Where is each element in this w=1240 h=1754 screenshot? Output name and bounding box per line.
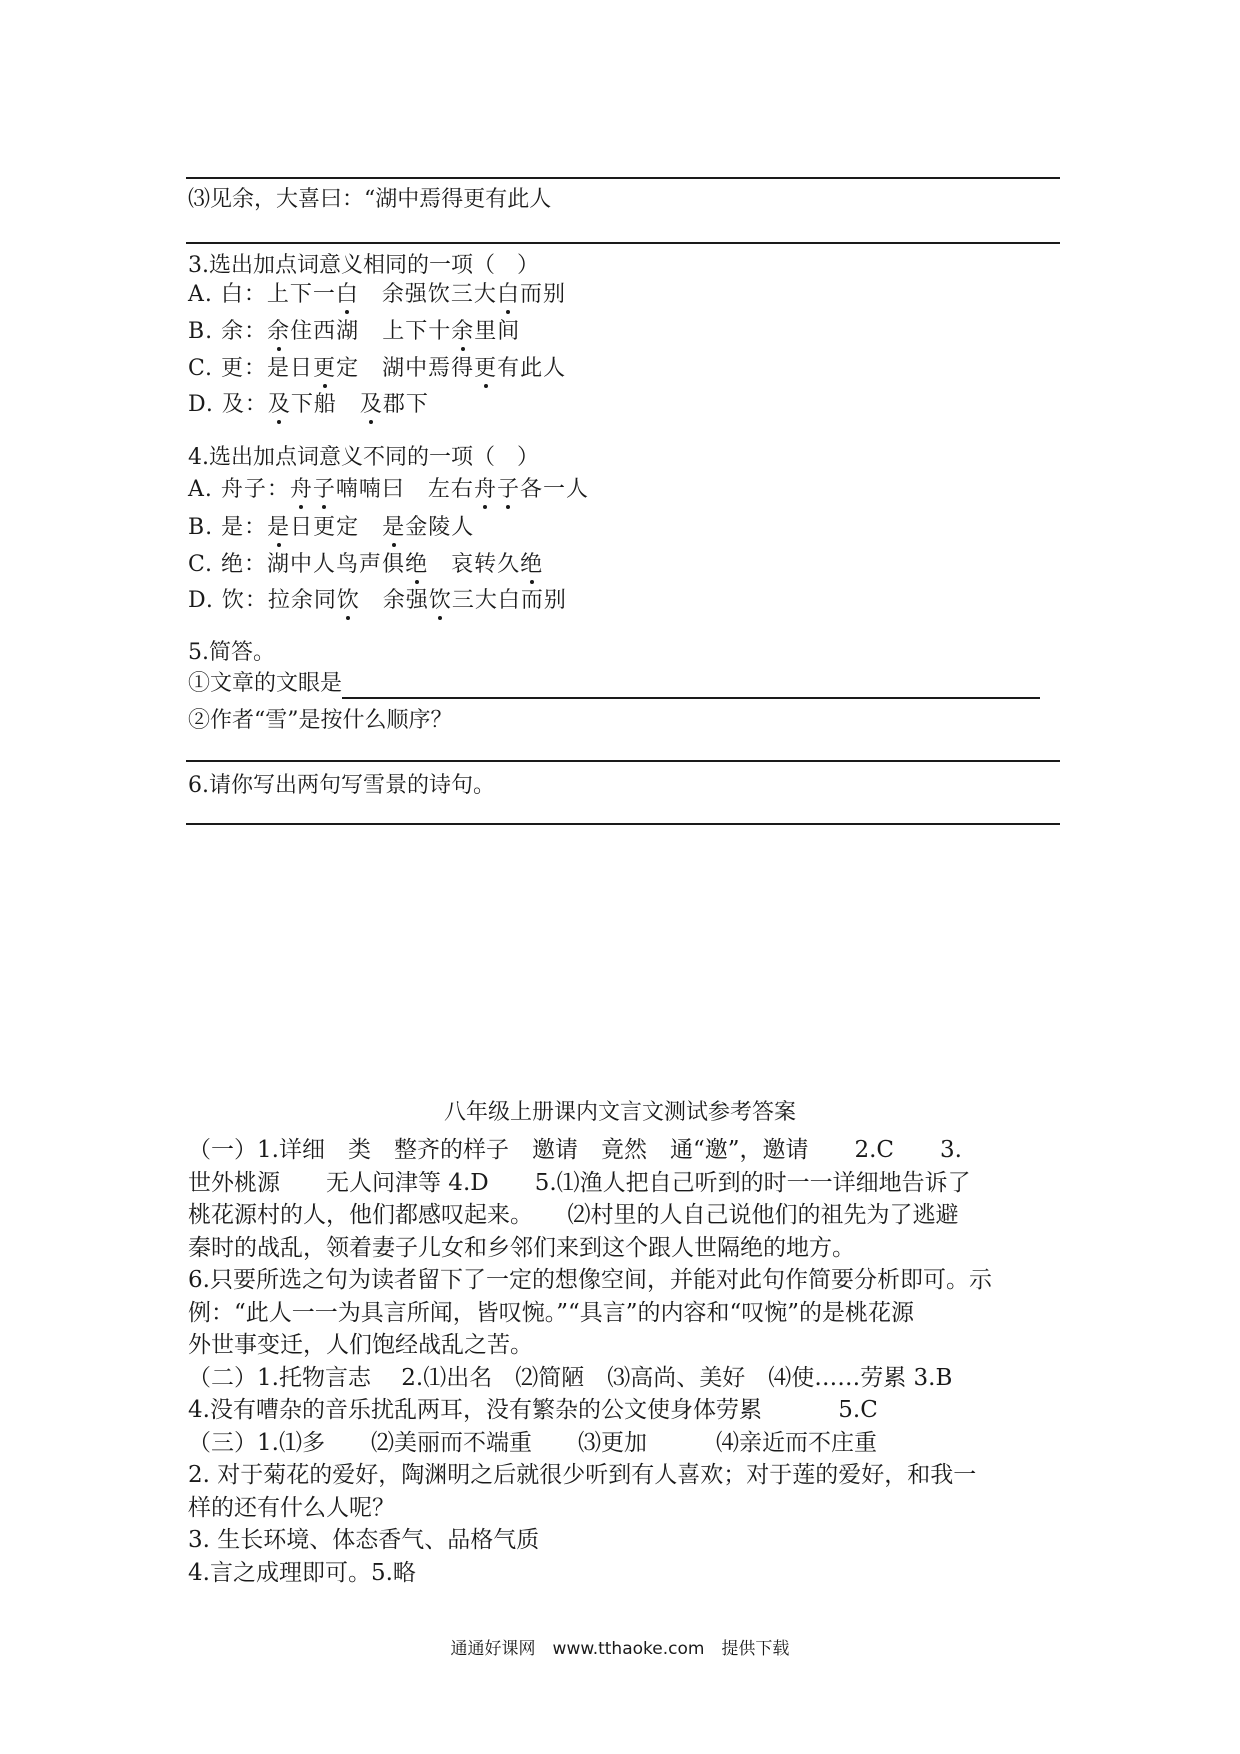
q5-item1-text: ①文章的文眼是 — [188, 671, 343, 696]
dotted-word — [267, 515, 290, 540]
q4-option — [188, 550, 543, 580]
q5-item2: ②作者“雪”是按什么顺序？ — [188, 708, 453, 733]
dotted-word — [405, 552, 428, 577]
option-text: 上下十 — [382, 319, 452, 344]
q5-stem: 5.简答。 — [188, 640, 275, 665]
answer-line-text: 4.没有嘈杂的音乐扰乱两耳，没有繁杂的公文使身体劳累 5.C — [188, 1397, 878, 1423]
dotted-word — [497, 282, 520, 307]
dotted-char: 饮 — [428, 588, 452, 613]
option-text: 湖中焉得 — [382, 356, 475, 381]
dotted-char: 子 — [312, 477, 336, 502]
option-label: A. 舟子： — [188, 477, 290, 502]
option-text: 上下一 — [266, 282, 336, 307]
fill-blank[interactable] — [342, 671, 1040, 699]
dotted-char: 白 — [335, 282, 359, 307]
option-text: 下船 — [290, 392, 360, 417]
option-label: B. 是： — [188, 515, 268, 540]
answer-line — [186, 823, 1060, 825]
dotted-char: 是 — [382, 515, 406, 540]
answer-line-text: 例：“此人一一为具言所闻，皆叹惋。”“具言”的内容和“叹惋”的是桃花源 — [188, 1299, 915, 1326]
option-label: B. 余： — [188, 319, 268, 344]
option-text: 郡下 — [382, 392, 429, 417]
q3-option — [188, 354, 566, 384]
option-text: 湖中人鸟声俱 — [267, 552, 406, 577]
option-text: 住西湖 — [290, 319, 383, 344]
option-text: 余强 — [382, 588, 429, 613]
dotted-word — [520, 552, 543, 577]
dotted-char: 是 — [267, 515, 291, 540]
dotted-char: 绝 — [405, 552, 429, 577]
dotted-word — [360, 392, 383, 417]
answer-line-text: （二）1.托物言志 2.⑴出名 ⑵简陋 ⑶高尚、美好 ⑷使……劳累 3.B — [188, 1364, 953, 1391]
option-text: 三大白而别 — [451, 588, 567, 613]
dotted-char: 更 — [474, 356, 498, 381]
option-text: 喃喃曰 — [335, 477, 428, 502]
q3-option — [188, 280, 566, 310]
option-label: C. 更： — [188, 356, 268, 381]
q3-option — [188, 317, 520, 347]
dotted-char: 及 — [267, 392, 291, 417]
dotted-word — [474, 477, 520, 502]
answer-line-text: （一）1.详细 类 整齐的样子 邀请 竟然 通“邀”，邀请 2.C 3. — [188, 1137, 962, 1163]
answer-line-text: 样的还有什么人呢？ — [188, 1494, 395, 1521]
dotted-char: 舟 — [289, 477, 313, 502]
answer-line-text: （三）1.⑴多 ⑵美丽而不端重 ⑶更加 ⑷亲近而不庄重 — [188, 1429, 877, 1456]
answer-line-text: 桃花源村的人，他们都感叹起来。 ⑵村里的人自己说他们的祖先为了逃避 — [188, 1202, 959, 1228]
option-text — [360, 588, 383, 613]
q3-stem: 3.选出加点词意义相同的一项（ ） — [188, 253, 539, 278]
q3-option — [188, 390, 429, 420]
q4-option — [188, 513, 474, 543]
answer-line-text: 6.只要所选之句为读者留下了一定的想像空间，并能对此句作简要分析即可。示 — [188, 1267, 992, 1293]
dotted-char: 绝 — [520, 552, 544, 577]
option-text: 拉余同 — [267, 588, 337, 613]
option-text: 是日 — [267, 356, 314, 381]
option-text: 金陵人 — [405, 515, 475, 540]
option-label: C. 绝： — [188, 552, 268, 577]
q4-option — [188, 586, 567, 616]
dotted-char: 舟 — [473, 477, 497, 502]
option-text: 哀转久 — [451, 552, 521, 577]
option-label: D. 饮： — [188, 588, 268, 613]
option-label: A. 白： — [188, 282, 267, 307]
option-text: 余强饮三大 — [381, 282, 497, 307]
q4-stem: 4.选出加点词意义不同的一项（ ） — [188, 445, 539, 470]
dotted-word — [336, 282, 359, 307]
answer-line — [186, 242, 1060, 244]
dotted-word — [313, 356, 336, 381]
dotted-word — [337, 588, 360, 613]
answers-title: 八年级上册课内文言文测试参考答案 — [443, 1100, 796, 1125]
dotted-char: 余 — [267, 319, 291, 344]
dotted-char: 更 — [313, 356, 337, 381]
answer-line-text: 3. 生长环境、体态香气、品格气质 — [188, 1527, 540, 1553]
answer-line-text: 秦时的战乱，领着妻子儿女和乡邻们来到这个跟人世隔绝的地方。 — [188, 1234, 855, 1261]
option-text — [428, 552, 451, 577]
dotted-word — [290, 477, 336, 502]
q5-item1 — [188, 669, 1040, 699]
q2-item3: ⑶见余，大喜曰：“湖中焉得更有此人 — [188, 187, 552, 212]
option-text: 有此人 — [497, 356, 567, 381]
dotted-word — [474, 356, 497, 381]
dotted-char: 饮 — [336, 588, 360, 613]
option-text: 日更定 — [290, 515, 383, 540]
option-text: 定 — [336, 356, 383, 381]
q4-option — [188, 475, 589, 505]
dotted-word — [382, 515, 405, 540]
dotted-word — [268, 392, 291, 417]
answer-line — [186, 177, 1060, 179]
option-text: 而别 — [519, 282, 566, 307]
dotted-char: 子 — [496, 477, 520, 502]
dotted-char: 及 — [359, 392, 383, 417]
option-text: 里间 — [474, 319, 521, 344]
answer-line-text: 4.言之成理即可。5.略 — [188, 1559, 416, 1586]
footer-credit: 通通好课网 www.tthaoke.com 提供下载 — [450, 1639, 790, 1659]
dotted-word — [267, 319, 290, 344]
answer-line — [186, 760, 1060, 762]
answer-line-text: 外世事变迁，人们饱经战乱之苦。 — [188, 1332, 533, 1358]
dotted-word — [451, 319, 474, 344]
option-label: D. 及： — [188, 392, 268, 417]
dotted-char: 白 — [496, 282, 520, 307]
option-text: 左右 — [427, 477, 474, 502]
q6: 6.请你写出两句写雪景的诗句。 — [188, 773, 495, 798]
answer-line-text: 2. 对于菊花的爱好，陶渊明之后就很少听到有人喜欢；对于莲的爱好，和我一 — [188, 1462, 977, 1488]
dotted-word — [429, 588, 452, 613]
answer-line-text: 世外桃源 无人问津等 4.D 5.⑴渔人把自己听到的时一一详细地告诉了 — [188, 1169, 971, 1196]
option-text — [359, 282, 382, 307]
dotted-char: 余 — [451, 319, 475, 344]
option-text: 各一人 — [519, 477, 589, 502]
